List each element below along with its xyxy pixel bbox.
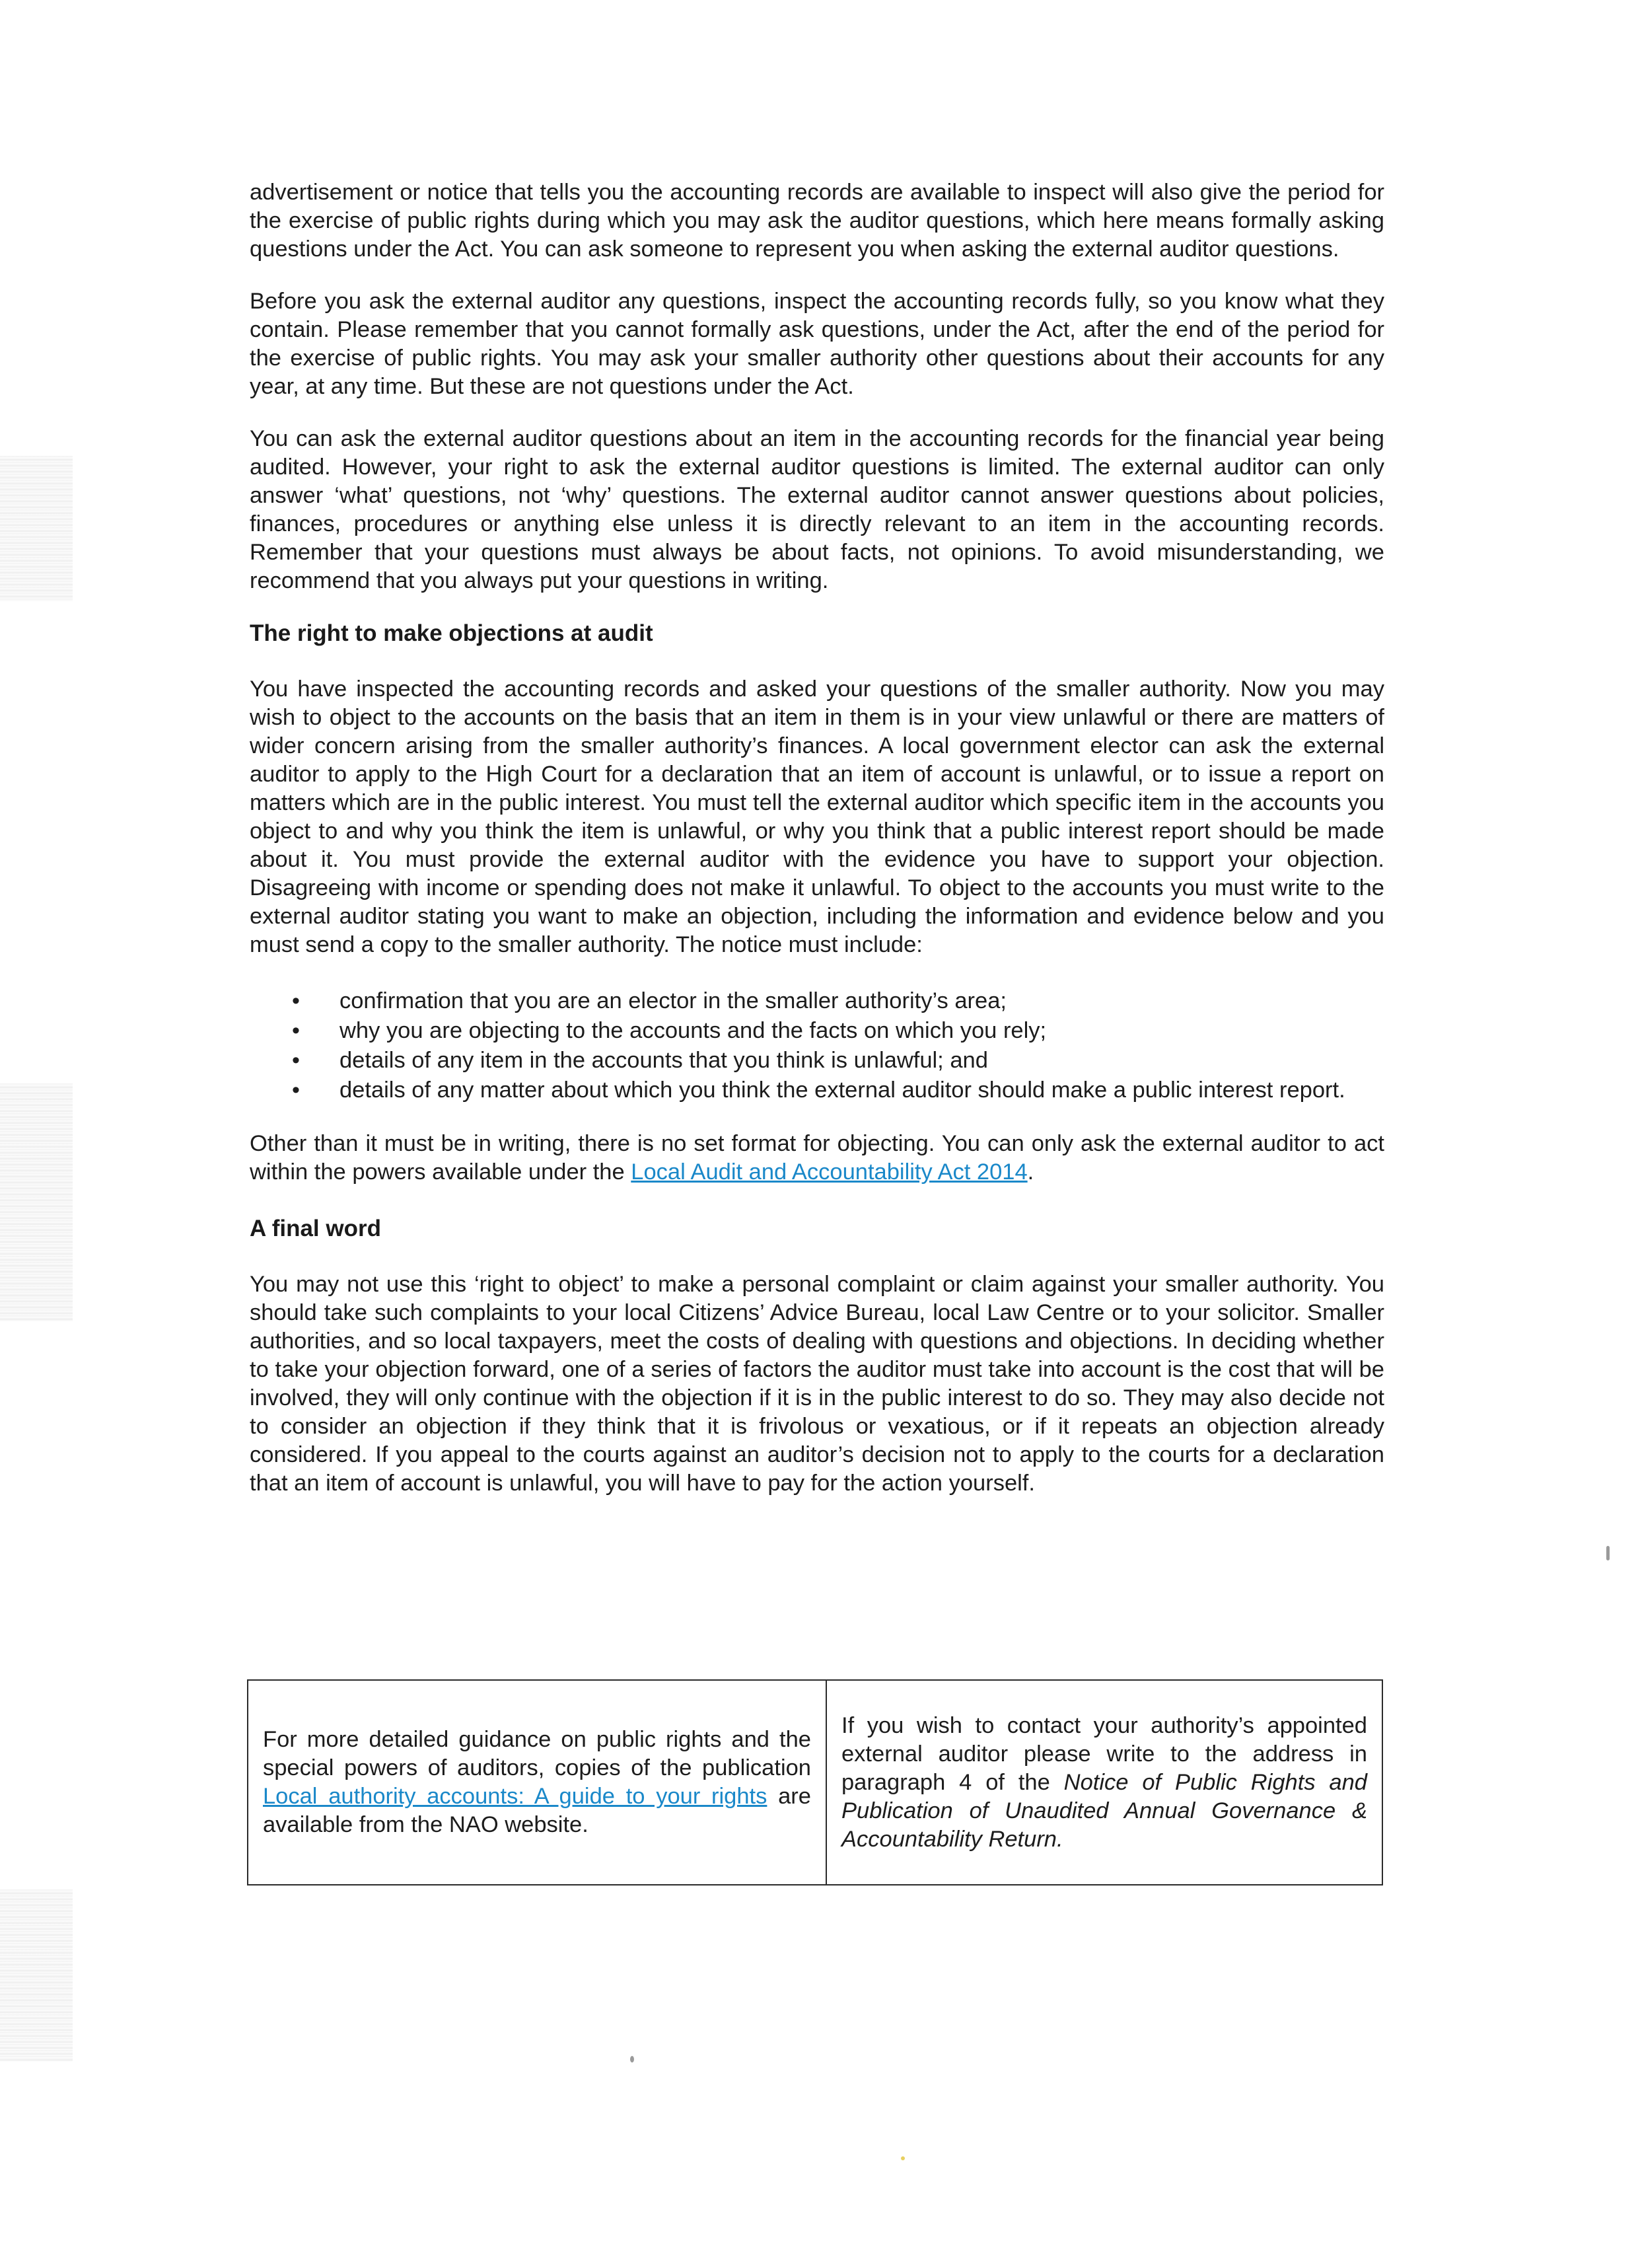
scan-edge-mark-lower: [0, 1889, 73, 2061]
list-item: • details of any matter about which you think the external auditor should make a public interest report.: [250, 1076, 1384, 1105]
paragraph-question-limits: You can ask the external auditor questions about an item in the accounting records for the financial year being audited. However, your right to ask the external auditor questions is limited. The external auditor can only answer ‘what’ questions, not ‘why’ questions. The external auditor cannot answer questions about policies, finances, procedures or anything else unless it is directly relevant to an item in the accounting records. Remember that your questions must always be about facts, not opinions. To avoid misunderstanding, we recommend that you always put your questions in writing.: [250, 426, 1384, 593]
paragraph-objection-format: [250, 1130, 1384, 1187]
list-item: • details of any item in the accounts that you think is unlawful; and: [250, 1046, 1384, 1075]
heading-final-word: A final word: [250, 1216, 381, 1241]
scan-speck: [1606, 1546, 1610, 1560]
paragraph-objections-intro: You have inspected the accounting records and asked your questions of the smaller authority. Now you may wish to object to the accounts on the basis that an item in them is in your view unlawful or there are matters of wider concern arising from the smaller authority’s finances. A local government elector can ask the external auditor to apply to the High Court for a declaration that an item of account is unlawful, or to issue a report on matters which are in the public interest. You must tell the external auditor which specific item in the accounts you object to and why you think the item is unlawful, or why you think that a public interest report should be made about it. You must provide the external auditor with the evidence you have to support your objection. Disagreeing with income or spending does not make it unlawful. To object to the accounts you must write to the external auditor stating you want to make an objection, including the information and evidence below and you must send a copy to the smaller authority. The notice must include:: [250, 677, 1384, 957]
heading-objections: The right to make objections at audit: [250, 620, 653, 646]
nao-guide-link[interactable]: Local authority accounts: A guide to your rights: [263, 1784, 767, 1809]
format-end: .: [1027, 1159, 1034, 1185]
nao-guidance-text: For more detailed guidance on public rights and the special powers of auditors, copies of the publication: [263, 1727, 811, 1780]
paragraph-notice-period: advertisement or notice that tells you the accounting records are available to inspect will also give the period for the exercise of public rights during which you may ask the auditor questions, which here means formally asking questions under the Act. You can ask someone to represent you when asking the external auditor questions.: [250, 180, 1384, 262]
document-body: [250, 178, 1384, 1498]
scan-edge-mark-middle: [0, 1083, 73, 1321]
scan-speck: [901, 2156, 905, 2160]
auditor-contact-text: If you wish to contact your authority’s appointed external auditor please write to the address in paragraph 4 of the: [841, 1712, 1367, 1795]
scan-speck: [630, 2056, 634, 2063]
list-item: • confirmation that you are an elector in the smaller authority’s area;: [250, 987, 1384, 1015]
auditor-contact-cell: [826, 1680, 1382, 1885]
objection-requirements-list: [250, 987, 1384, 1105]
notice-title: Notice of Public Rights and Publication of Unaudited Annual Governance & Accountability Return.: [841, 1769, 1367, 1852]
paragraph-final-word: You may not use this ‘right to object’ to make a personal complaint or claim against your smaller authority. You should take such complaints to your local Citizens’ Advice Bureau, local Law Centre or to your solicitor. Smaller authorities, and so local taxpayers, meet the costs of dealing with questions and objections. In deciding whether to take your objection forward, one of a series of factors the auditor must take into account is the cost that will be involved, they will only continue with the objection if it is in the public interest to do so. They may also decide not to consider an objection if they think that it is frivolous or vexatious, or if it repeats an objection already considered. If you appeal to the courts against an auditor’s decision not to apply to the courts for a declaration that an item of account is unlawful, you will have to pay for the action yourself.: [250, 1272, 1384, 1496]
nao-guidance-tail: are available from the NAO website.: [263, 1784, 811, 1837]
format-text: Other than it must be in writing, there is no set format for objecting. You can only ask the external auditor to act within the powers available under the: [250, 1131, 1384, 1185]
contact-info-box: [247, 1679, 1383, 1885]
paragraph-inspect-first: Before you ask the external auditor any questions, inspect the accounting records fully, so you know what they contain. Please remember that you cannot formally ask questions, under the Act, after the end of the period for the exercise of public rights. You may ask your smaller authority other questions about their accounts for any year, at any time. But these are not questions under the Act.: [250, 289, 1384, 399]
list-item: • why you are objecting to the accounts and the facts on which you rely;: [250, 1017, 1384, 1045]
scan-edge-mark-upper: [0, 456, 73, 601]
nao-guidance-cell: [248, 1680, 826, 1885]
act-link[interactable]: Local Audit and Accountability Act 2014: [631, 1159, 1028, 1185]
